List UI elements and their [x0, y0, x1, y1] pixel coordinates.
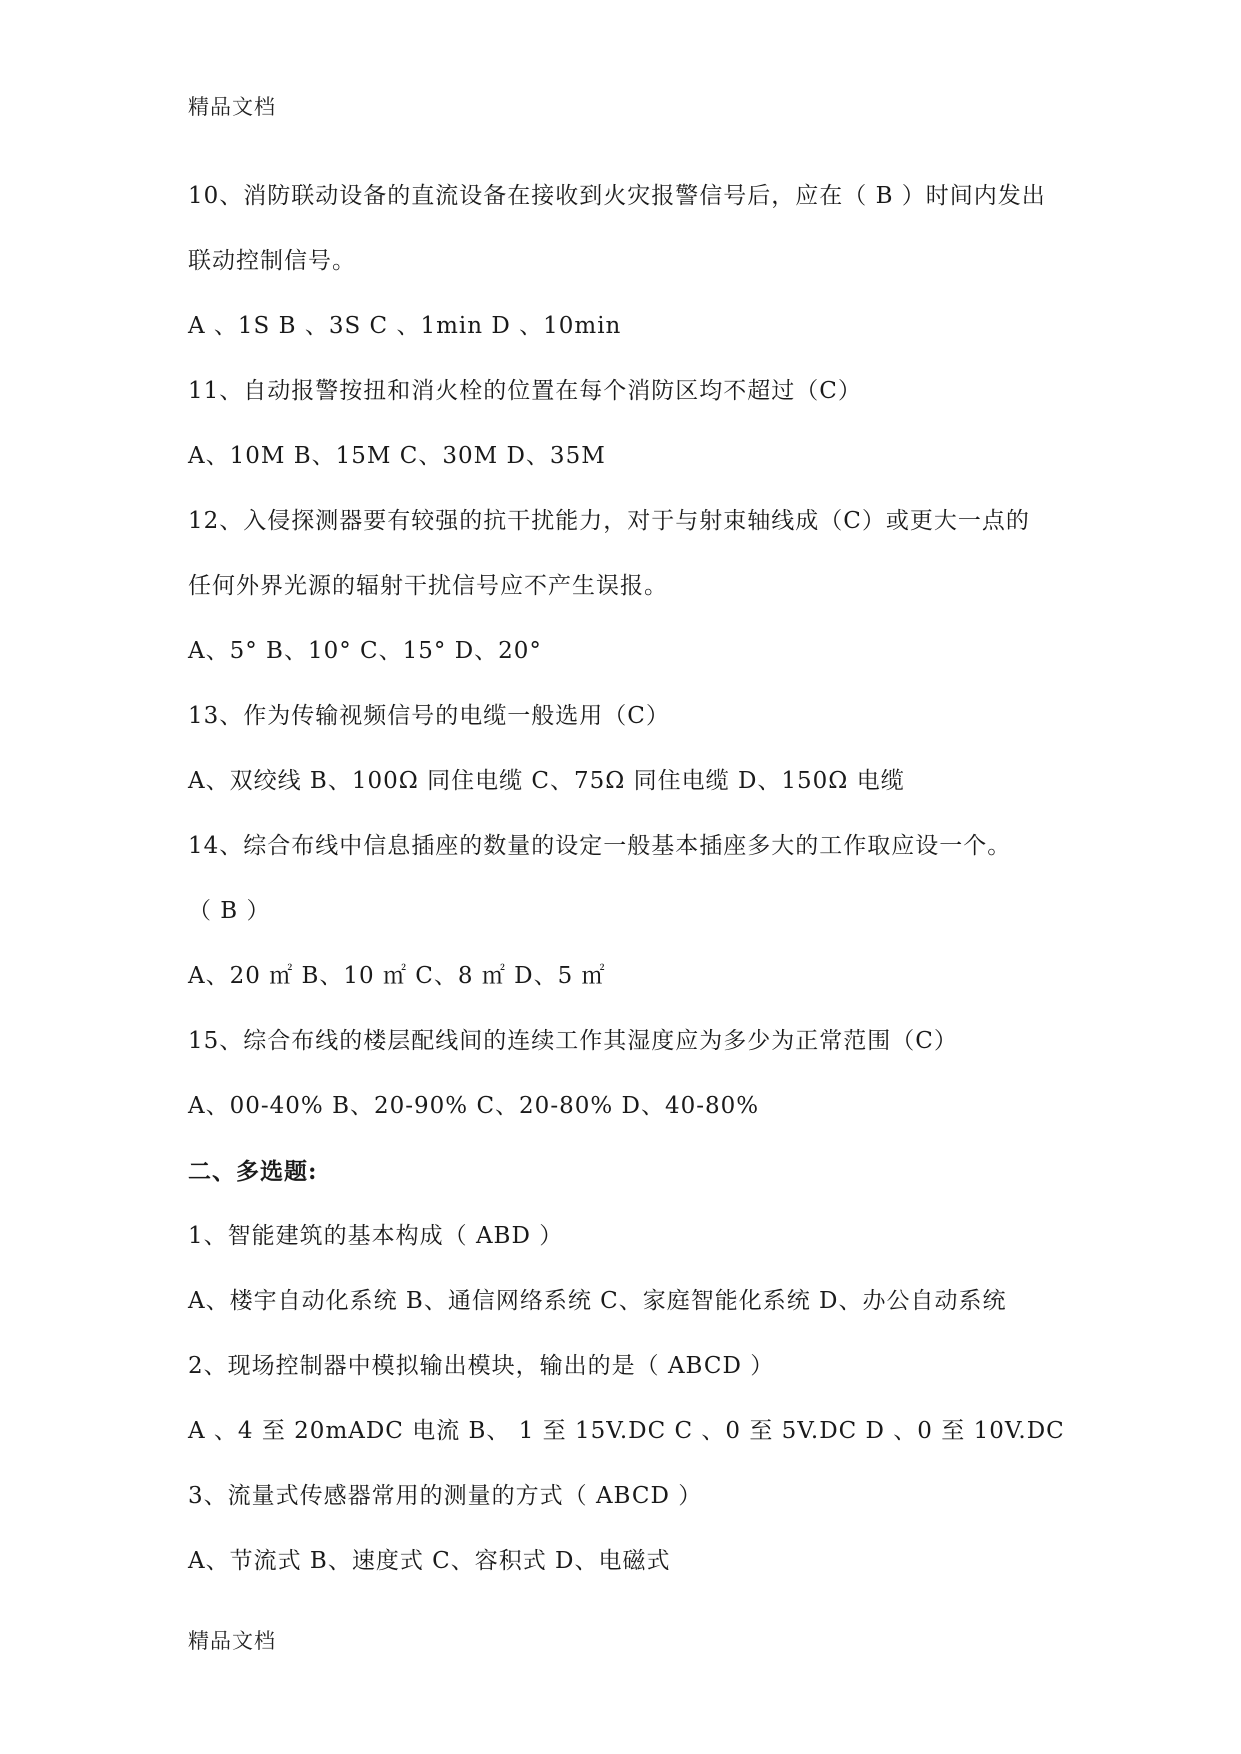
mc-question-2: 2、现场控制器中模拟输出模块，输出的是（ ABCD ）: [188, 1353, 775, 1379]
question-12-line-2: 任何外界光源的辐射干扰信号应不产生误报。: [188, 573, 668, 599]
question-15-options: A、00-40% B、20-90% C、20-80% D、40-80%: [188, 1093, 760, 1119]
mc-question-3: 3、流量式传感器常用的测量的方式（ ABCD ）: [188, 1483, 703, 1509]
question-10-line-1: 10、消防联动设备的直流设备在接收到火灾报警信号后，应在（ B ）时间内发出: [188, 183, 1046, 209]
question-11: 11、自动报警按扭和消火栓的位置在每个消防区均不超过（C）: [188, 378, 862, 404]
question-13-options: A、双绞线 B、100Ω 同住电缆 C、75Ω 同住电缆 D、150Ω 电缆: [188, 768, 905, 794]
question-10-line-2: 联动控制信号。: [188, 248, 356, 274]
page-header: 精品文档: [188, 95, 276, 119]
section-title-multiple-choice: 二、多选题:: [188, 1158, 318, 1185]
document-body: [188, 164, 1088, 1594]
question-15: 15、综合布线的楼层配线间的连续工作其湿度应为多少为正常范围（C）: [188, 1028, 958, 1054]
question-12-options: A、5° B、10° C、15° D、20°: [188, 638, 542, 664]
mc-question-2-options: A 、4 至 20mADC 电流 B、 1 至 15V.DC C 、0 至 5V.DC D 、0 至 10V.DC: [188, 1418, 1065, 1444]
mc-question-3-options: A、节流式 B、速度式 C、容积式 D、电磁式: [188, 1548, 671, 1574]
question-14-line-2: （ B ）: [188, 898, 271, 924]
mc-question-1-options: A、楼宇自动化系统 B、通信网络系统 C、家庭智能化系统 D、办公自动系统: [188, 1288, 1007, 1314]
question-13: 13、作为传输视频信号的电缆一般选用（C）: [188, 703, 670, 729]
question-12-line-1: 12、入侵探测器要有较强的抗干扰能力，对于与射束轴线成（C）或更大一点的: [188, 508, 1030, 534]
page-footer: 精品文档: [188, 1629, 276, 1653]
question-10-options: A 、1S B 、3S C 、1min D 、10min: [188, 313, 622, 339]
question-14-line-1: 14、综合布线中信息插座的数量的设定一般基本插座多大的工作取应设一个。: [188, 833, 1012, 859]
mc-question-1: 1、智能建筑的基本构成（ ABD ）: [188, 1223, 564, 1249]
question-11-options: A、10M B、15M C、30M D、35M: [188, 443, 606, 469]
question-14-options: A、20 ㎡ B、10 ㎡ C、8 ㎡ D、5 ㎡: [188, 963, 606, 989]
